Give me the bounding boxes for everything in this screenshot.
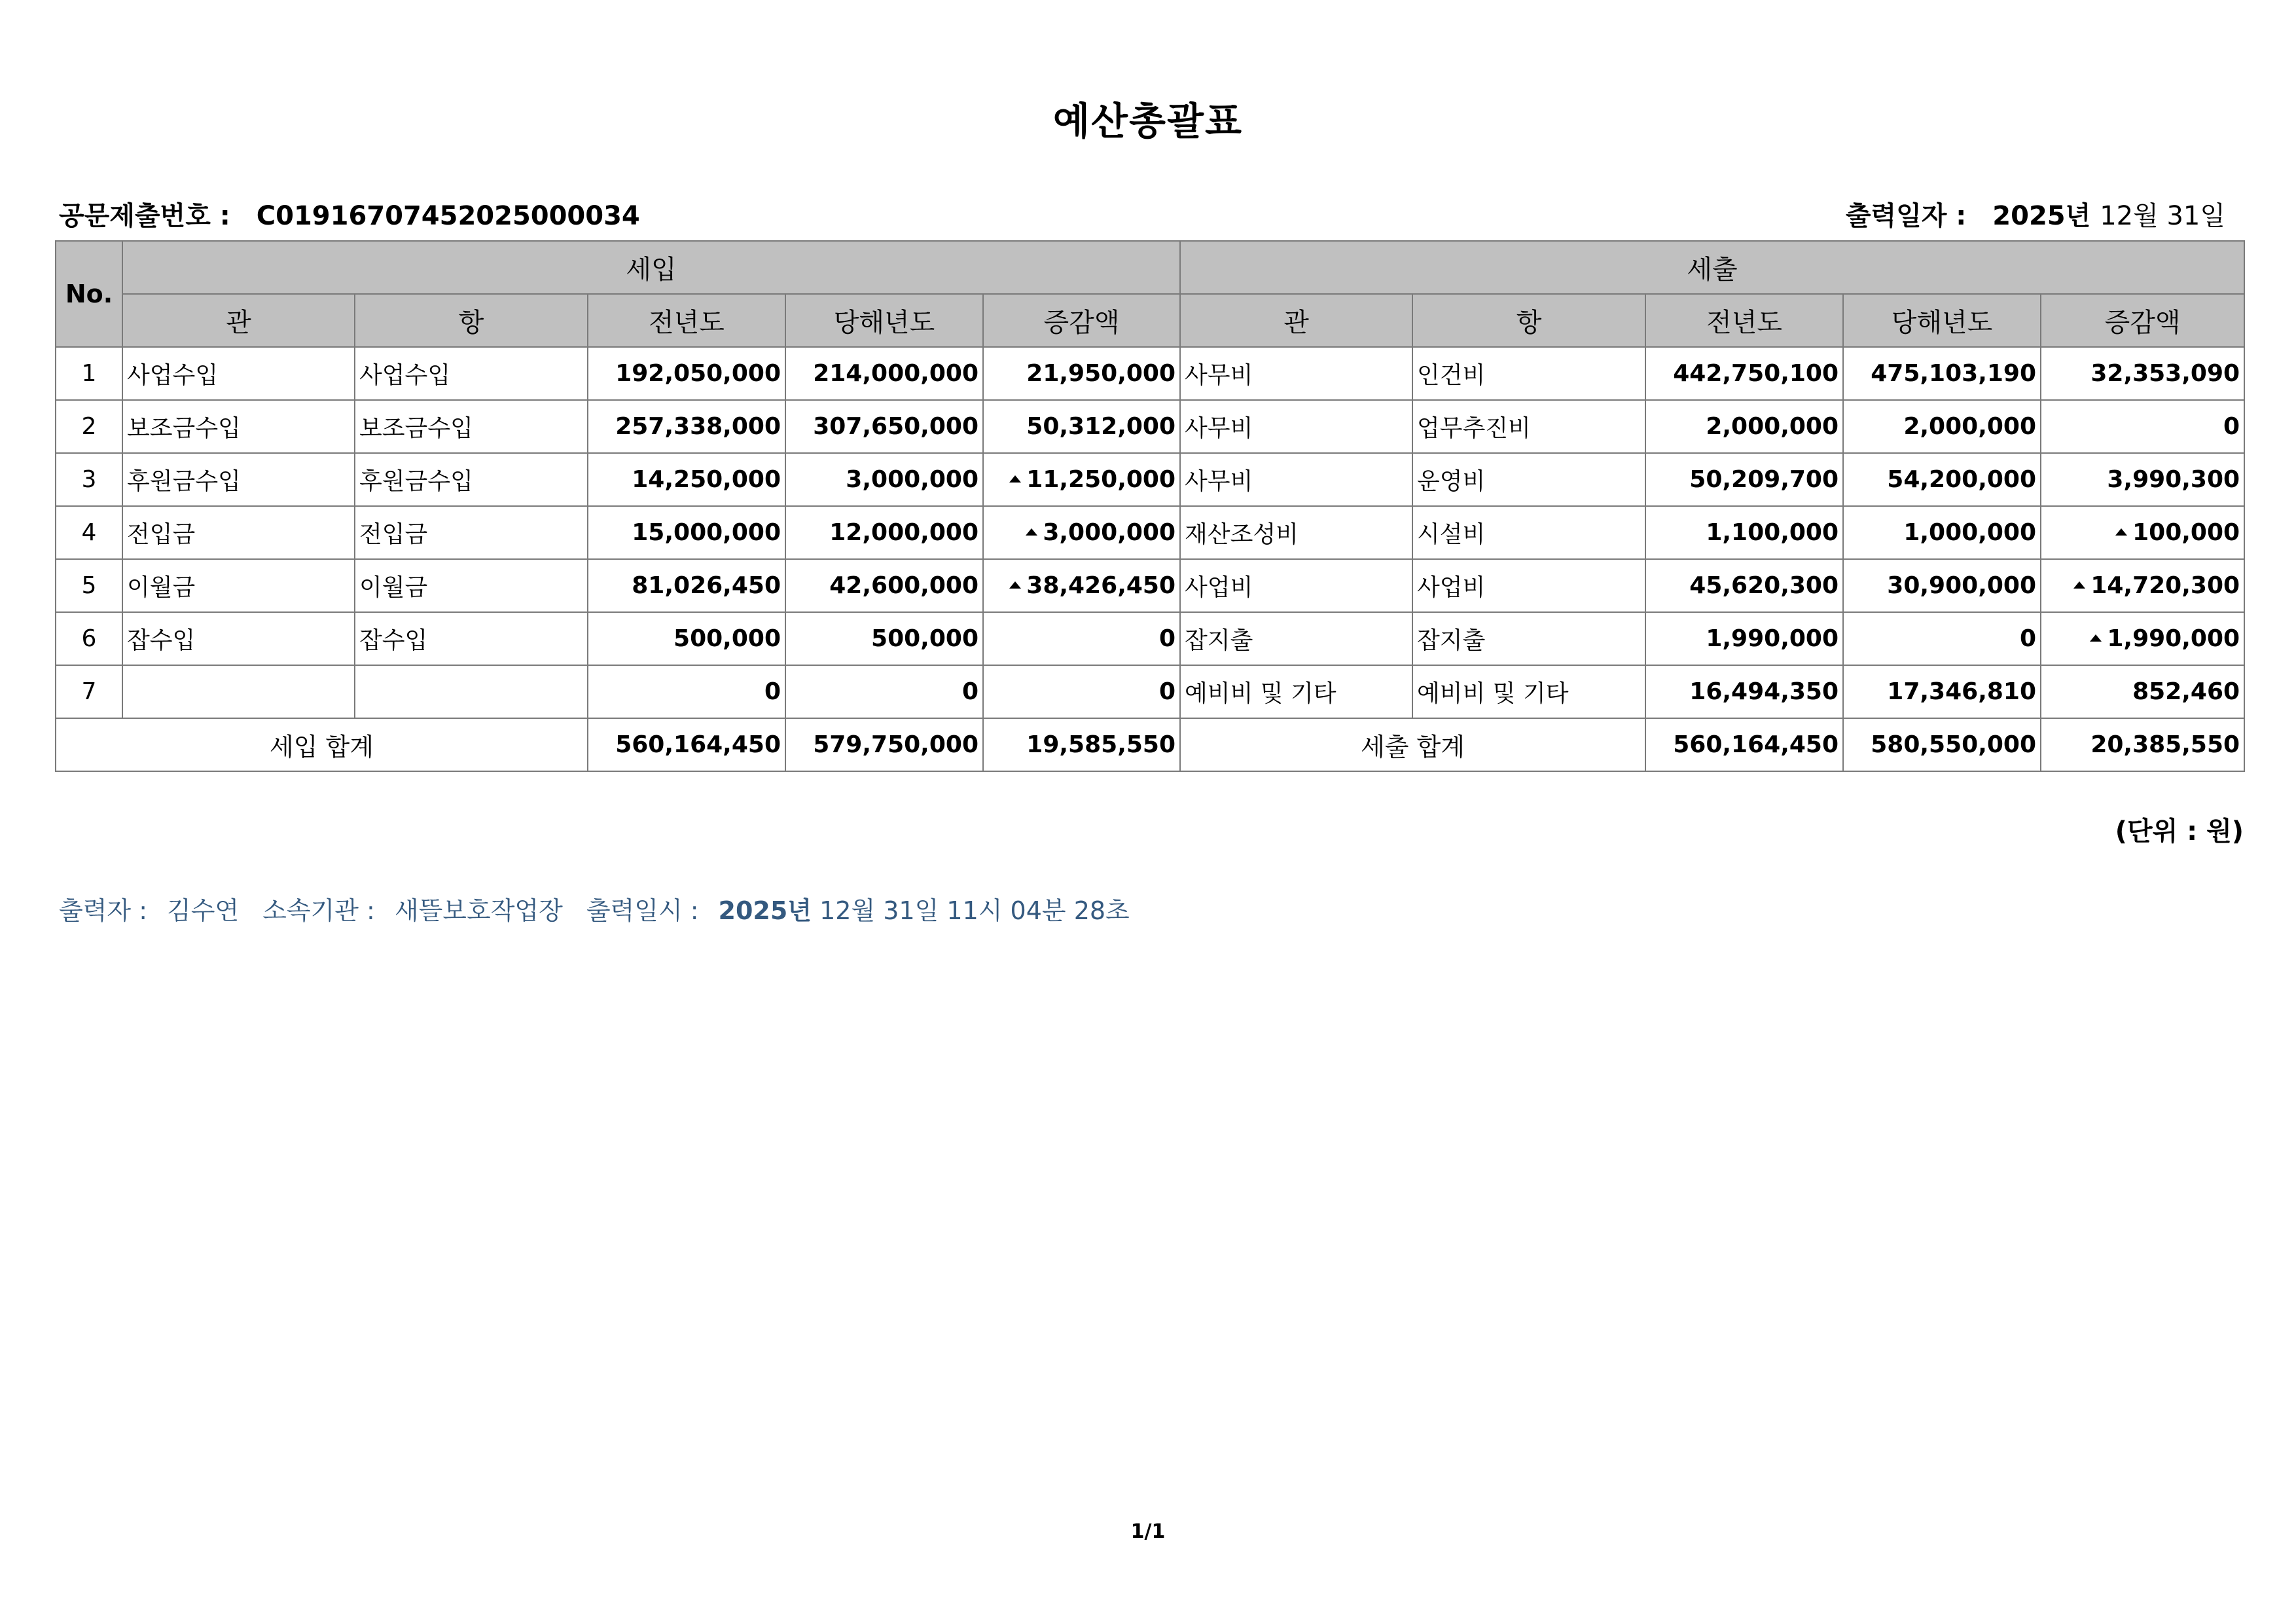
expense-curr-year-cell	[1843, 559, 2041, 612]
table-row	[56, 612, 2244, 665]
expense-change-value: 0	[2223, 413, 2240, 440]
expense-prev-year-header: 전년도	[1645, 294, 1843, 347]
expense-hang-cell	[1412, 612, 1645, 665]
submission-number-value: C01916707452025000034	[256, 201, 640, 231]
row-number-cell	[56, 506, 122, 559]
row-number-value: 7	[81, 678, 97, 705]
expense-prev-year-cell	[1645, 453, 1843, 506]
expense-curr-year-value: 0	[2019, 625, 2037, 652]
budget-rows	[56, 347, 2244, 718]
income-prev-year-value: 81,026,450	[632, 572, 781, 599]
income-total-curr: 579,750,000	[785, 718, 983, 771]
income-prev-year-cell	[588, 506, 785, 559]
income-gwan-cell	[122, 612, 355, 665]
income-gwan-cell	[122, 559, 355, 612]
expense-gwan-cell	[1180, 453, 1412, 506]
submission-number-label: 공문제출번호 :	[59, 201, 230, 231]
income-gwan-cell	[122, 347, 355, 400]
income-prev-year-cell	[588, 400, 785, 453]
income-gwan-value: 보조금수입	[127, 415, 241, 442]
unit-note: (단위 : 원)	[2115, 816, 2244, 847]
expense-prev-year-value: 50,209,700	[1689, 466, 1839, 493]
income-hang-value: 후원금수입	[359, 468, 473, 495]
income-gwan-cell	[122, 506, 355, 559]
income-curr-year-cell	[785, 665, 983, 718]
income-hang-cell	[355, 453, 588, 506]
expense-curr-year-cell	[1843, 453, 2041, 506]
income-hang-cell	[355, 506, 588, 559]
decrease-triangle-icon	[1026, 528, 1037, 536]
expense-gwan-header: 관	[1180, 294, 1412, 347]
printer-label: 출력자 :	[59, 896, 148, 925]
expense-change-cell	[2041, 559, 2244, 612]
income-hang-cell	[355, 612, 588, 665]
income-curr-year-cell	[785, 453, 983, 506]
income-prev-year-value: 14,250,000	[632, 466, 781, 493]
income-change-cell	[983, 665, 1180, 718]
expense-curr-year-header: 당해년도	[1843, 294, 2041, 347]
table-row	[56, 400, 2244, 453]
income-gwan-value: 잡수입	[127, 627, 196, 654]
expense-change-cell	[2041, 453, 2244, 506]
expense-total-change: 20,385,550	[2041, 718, 2244, 771]
printer-name: 김수연	[167, 896, 240, 925]
expense-hang-header: 항	[1412, 294, 1645, 347]
expense-change-header: 증감액	[2041, 294, 2244, 347]
expense-hang-cell	[1412, 506, 1645, 559]
income-change-value: 3,000,000	[1043, 519, 1176, 546]
expense-change-value: 852,460	[2132, 678, 2240, 705]
row-number-cell	[56, 400, 122, 453]
expense-prev-year-value: 1,990,000	[1706, 625, 1839, 652]
expense-gwan-cell	[1180, 506, 1412, 559]
expense-change-cell	[2041, 665, 2244, 718]
income-change-header: 증감액	[983, 294, 1180, 347]
print-date-rest: 12월 31일	[2100, 201, 2225, 231]
income-change-value: 50,312,000	[1026, 413, 1176, 440]
row-number-cell	[56, 612, 122, 665]
income-gwan-value: 이월금	[127, 574, 196, 601]
income-change-cell	[983, 506, 1180, 559]
income-prev-year-value: 192,050,000	[615, 360, 781, 387]
income-curr-year-cell	[785, 506, 983, 559]
income-hang-value: 잡수입	[359, 627, 428, 654]
income-gwan-header: 관	[122, 294, 355, 347]
expense-change-cell	[2041, 506, 2244, 559]
income-prev-year-cell	[588, 453, 785, 506]
expense-gwan-value: 잡지출	[1185, 627, 1253, 654]
income-change-value: 21,950,000	[1026, 360, 1176, 387]
expense-curr-year-cell	[1843, 400, 2041, 453]
expense-gwan-cell	[1180, 347, 1412, 400]
income-hang-cell	[355, 559, 588, 612]
row-number-value: 4	[81, 519, 97, 546]
row-number-cell	[56, 453, 122, 506]
document-info-bar	[59, 195, 2225, 234]
income-change-cell	[983, 612, 1180, 665]
income-gwan-value: 사업수입	[127, 362, 219, 389]
income-prev-year-cell	[588, 559, 785, 612]
expense-gwan-cell	[1180, 400, 1412, 453]
expense-hang-value: 사업비	[1417, 574, 1486, 601]
expense-gwan-cell	[1180, 559, 1412, 612]
page-title: 예산총괄표	[1052, 99, 1244, 143]
expense-gwan-cell	[1180, 612, 1412, 665]
expense-prev-year-cell	[1645, 400, 1843, 453]
income-hang-cell	[355, 347, 588, 400]
income-curr-year-header: 당해년도	[785, 294, 983, 347]
row-number-cell	[56, 347, 122, 400]
row-number-value: 3	[81, 466, 97, 493]
org-label: 소속기관 :	[262, 896, 375, 925]
row-number-value: 6	[81, 625, 97, 652]
expense-total-label: 세출 합계	[1180, 718, 1645, 771]
expense-prev-year-cell	[1645, 665, 1843, 718]
income-curr-year-cell	[785, 612, 983, 665]
expense-hang-value: 인건비	[1417, 362, 1486, 389]
printed-at-rest: 12월 31일 11시 04분 28초	[819, 896, 1130, 925]
income-curr-year-cell	[785, 400, 983, 453]
income-prev-year-cell	[588, 612, 785, 665]
expense-prev-year-cell	[1645, 347, 1843, 400]
expense-curr-year-value: 475,103,190	[1871, 360, 2037, 387]
print-date-label: 출력일자 :	[1845, 201, 1967, 231]
expense-curr-year-value: 30,900,000	[1887, 572, 2037, 599]
expense-total-prev: 560,164,450	[1645, 718, 1843, 771]
income-hang-value: 사업수입	[359, 362, 451, 389]
expense-change-value: 3,990,300	[2107, 466, 2240, 493]
income-change-cell	[983, 453, 1180, 506]
expense-curr-year-value: 17,346,810	[1887, 678, 2037, 705]
expense-change-cell	[2041, 347, 2244, 400]
income-prev-year-value: 257,338,000	[615, 413, 781, 440]
expense-hang-cell	[1412, 665, 1645, 718]
expense-hang-cell	[1412, 559, 1645, 612]
income-change-value: 11,250,000	[1026, 466, 1176, 493]
income-change-value: 38,426,450	[1026, 572, 1176, 599]
expense-prev-year-value: 45,620,300	[1689, 572, 1839, 599]
expense-prev-year-value: 1,100,000	[1706, 519, 1839, 546]
expense-hang-value: 예비비 및 기타	[1417, 680, 1569, 707]
income-gwan-cell	[122, 453, 355, 506]
income-gwan-cell	[122, 665, 355, 718]
expense-hang-cell	[1412, 347, 1645, 400]
income-total-change: 19,585,550	[983, 718, 1180, 771]
expense-gwan-value: 재산조성비	[1185, 521, 1299, 548]
page-number: 1/1	[1130, 1520, 1166, 1543]
income-header: 세입	[122, 241, 1180, 294]
expense-change-cell	[2041, 400, 2244, 453]
submission-number	[59, 195, 640, 232]
income-change-cell	[983, 400, 1180, 453]
print-date	[1846, 195, 2225, 232]
expense-hang-value: 잡지출	[1417, 627, 1486, 654]
expense-prev-year-value: 442,750,100	[1673, 360, 1839, 387]
expense-prev-year-cell	[1645, 559, 1843, 612]
income-curr-year-value: 307,650,000	[813, 413, 978, 440]
row-number-value: 1	[81, 360, 97, 387]
income-prev-year-cell	[588, 347, 785, 400]
expense-prev-year-cell	[1645, 612, 1843, 665]
income-prev-year-header: 전년도	[588, 294, 785, 347]
expense-change-value: 1,990,000	[2107, 625, 2240, 652]
expense-gwan-value: 사무비	[1185, 468, 1253, 495]
income-gwan-cell	[122, 400, 355, 453]
income-total-label: 세입 합계	[56, 718, 588, 771]
income-hang-value: 전입금	[359, 521, 428, 548]
expense-gwan-cell	[1180, 665, 1412, 718]
income-curr-year-value: 42,600,000	[829, 572, 978, 599]
row-number-value: 5	[81, 572, 97, 599]
expense-gwan-value: 사무비	[1185, 362, 1253, 389]
income-hang-value: 이월금	[359, 574, 428, 601]
expense-prev-year-value: 16,494,350	[1689, 678, 1839, 705]
expense-curr-year-value: 54,200,000	[1887, 466, 2037, 493]
income-change-cell	[983, 347, 1180, 400]
printed-at-label: 출력일시 :	[586, 896, 699, 925]
expense-hang-value: 운영비	[1417, 468, 1486, 495]
expense-prev-year-cell	[1645, 506, 1843, 559]
totals-row	[56, 718, 2244, 771]
expense-change-value: 14,720,300	[2090, 572, 2240, 599]
expense-gwan-value: 사무비	[1185, 415, 1253, 442]
expense-curr-year-cell	[1843, 347, 2041, 400]
income-gwan-value: 전입금	[127, 521, 196, 548]
income-prev-year-value: 0	[764, 678, 781, 705]
income-change-value: 0	[1158, 625, 1176, 652]
table-row	[56, 559, 2244, 612]
income-prev-year-value: 500,000	[673, 625, 781, 652]
no-header: No.	[56, 241, 122, 347]
expense-curr-year-value: 2,000,000	[1903, 413, 2037, 440]
income-hang-cell	[355, 665, 588, 718]
income-curr-year-value: 0	[961, 678, 978, 705]
expense-prev-year-value: 2,000,000	[1706, 413, 1839, 440]
income-hang-header: 항	[355, 294, 588, 347]
expense-hang-cell	[1412, 400, 1645, 453]
table-row	[56, 506, 2244, 559]
expense-change-cell	[2041, 612, 2244, 665]
table-row	[56, 347, 2244, 400]
expense-hang-value: 시설비	[1417, 521, 1486, 548]
decrease-triangle-icon	[2090, 634, 2102, 642]
decrease-triangle-icon	[2073, 581, 2085, 589]
row-number-cell	[56, 665, 122, 718]
income-prev-year-value: 15,000,000	[632, 519, 781, 546]
expense-hang-cell	[1412, 453, 1645, 506]
income-total-prev: 560,164,450	[588, 718, 785, 771]
expense-curr-year-cell	[1843, 506, 2041, 559]
income-curr-year-cell	[785, 559, 983, 612]
income-change-value: 0	[1158, 678, 1176, 705]
expense-total-curr: 580,550,000	[1843, 718, 2041, 771]
expense-curr-year-cell	[1843, 665, 2041, 718]
expense-hang-value: 업무추진비	[1417, 415, 1531, 442]
table-row	[56, 665, 2244, 718]
expense-curr-year-cell	[1843, 612, 2041, 665]
expense-gwan-value: 사업비	[1185, 574, 1253, 601]
income-curr-year-value: 12,000,000	[829, 519, 978, 546]
expense-header: 세출	[1180, 241, 2244, 294]
income-gwan-value: 후원금수입	[127, 468, 241, 495]
income-curr-year-cell	[785, 347, 983, 400]
row-number-value: 2	[81, 413, 97, 440]
expense-change-value: 32,353,090	[2090, 360, 2240, 387]
printed-at-year: 2025년	[718, 896, 812, 925]
org-name: 새뜰보호작업장	[394, 896, 563, 925]
income-hang-cell	[355, 400, 588, 453]
print-date-year: 2025년	[1992, 201, 2091, 231]
table-row	[56, 453, 2244, 506]
row-number-cell	[56, 559, 122, 612]
income-curr-year-value: 3,000,000	[846, 466, 978, 493]
income-prev-year-cell	[588, 665, 785, 718]
income-change-cell	[983, 559, 1180, 612]
income-curr-year-value: 214,000,000	[813, 360, 978, 387]
decrease-triangle-icon	[1009, 475, 1021, 483]
expense-change-value: 100,000	[2132, 519, 2240, 546]
income-hang-value: 보조금수입	[359, 415, 473, 442]
income-curr-year-value: 500,000	[871, 625, 978, 652]
budget-summary-table	[55, 240, 2245, 772]
decrease-triangle-icon	[1009, 581, 1021, 589]
print-footer	[59, 890, 1130, 926]
decrease-triangle-icon	[2115, 528, 2127, 536]
expense-gwan-value: 예비비 및 기타	[1185, 680, 1336, 707]
expense-curr-year-value: 1,000,000	[1903, 519, 2037, 546]
